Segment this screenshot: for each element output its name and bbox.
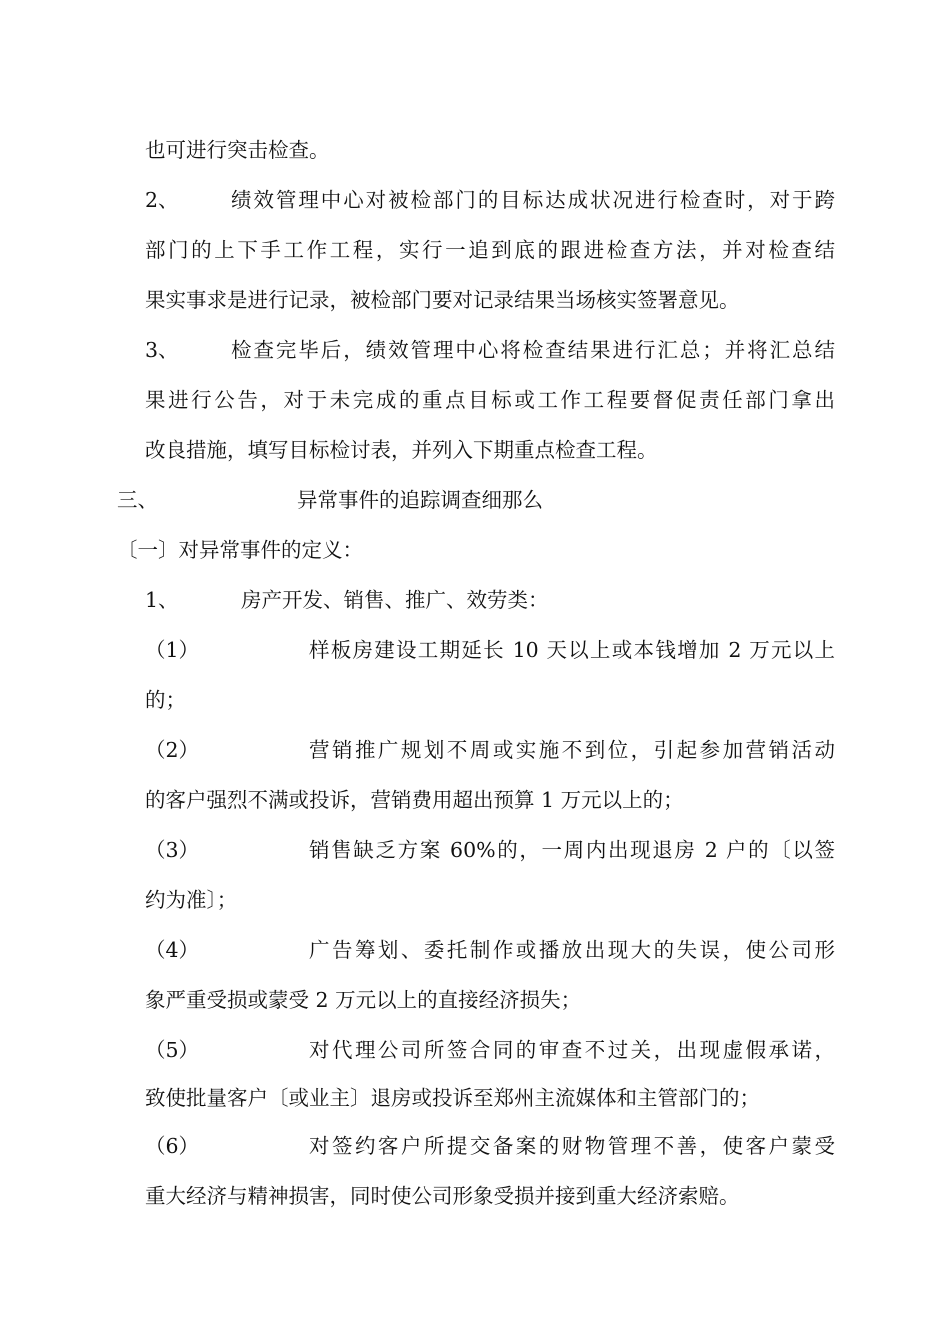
subsection-title: 〔一〕对异常事件的定义： (117, 538, 363, 562)
line-text: 的； (145, 688, 186, 712)
line-text: 致使批量客户〔或业主〕退房或投诉至郑州主流媒体和主管部门的； (145, 1086, 760, 1110)
line-text: 广告筹划、委托制作或播放出现大的失误，使公司形 (309, 938, 835, 962)
line-text: 绩效管理中心对被检部门的目标达成状况进行检查时，对于跨 (231, 188, 835, 212)
section-number: 三、 (117, 488, 158, 512)
item-number: （1） (145, 638, 200, 662)
item-number: （6） (145, 1134, 200, 1158)
line-text: 部门的上下手工作工程，实行一追到底的跟进检查方法，并对检查结 (145, 238, 835, 262)
item-number: 1、 (145, 588, 179, 612)
line-text: 重大经济与精神损害，同时使公司形象受损并接到重大经济索赔。 (145, 1184, 740, 1208)
item-number: （2） (145, 738, 200, 762)
line-text: 的客户强烈不满或投诉，营销费用超出预算 1 万元以上的； (145, 788, 684, 812)
line-text: 象严重受损或蒙受 2 万元以上的直接经济损失； (145, 988, 582, 1012)
line-text: 检查完毕后，绩效管理中心将检查结果进行汇总；并将汇总结 (231, 338, 835, 362)
line-text: 房产开发、销售、推广、效劳类： (241, 588, 549, 612)
item-number: （3） (145, 838, 200, 862)
item-number: （5） (145, 1038, 200, 1062)
section-title: 异常事件的追踪调查细那么 (297, 488, 543, 512)
line-text: 对签约客户所提交备案的财物管理不善，使客户蒙受 (309, 1134, 835, 1158)
line-text: 营销推广规划不周或实施不到位，引起参加营销活动 (309, 738, 835, 762)
line-text: 改良措施，填写目标检讨表，并列入下期重点检查工程。 (145, 438, 658, 462)
item-number: 3、 (145, 338, 179, 362)
line-text: 样板房建设工期延长 10 天以上或本钱增加 2 万元以上 (309, 638, 835, 662)
line-text: 对代理公司所签合同的审查不过关，出现虚假承诺， (309, 1038, 835, 1062)
line-text: 约为准〕； (145, 888, 238, 912)
line-text: 果实事求是进行记录，被检部门要对记录结果当场核实签署意见。 (145, 288, 740, 312)
line-text: 销售缺乏方案 60%的，一周内出现退房 2 户的〔以签 (309, 838, 835, 862)
line-text: 也可进行突击检查。 (145, 138, 330, 162)
item-number: 2、 (145, 188, 179, 212)
line-text: 果进行公告，对于未完成的重点目标或工作工程要督促责任部门拿出 (145, 388, 835, 412)
item-number: （4） (145, 938, 200, 962)
